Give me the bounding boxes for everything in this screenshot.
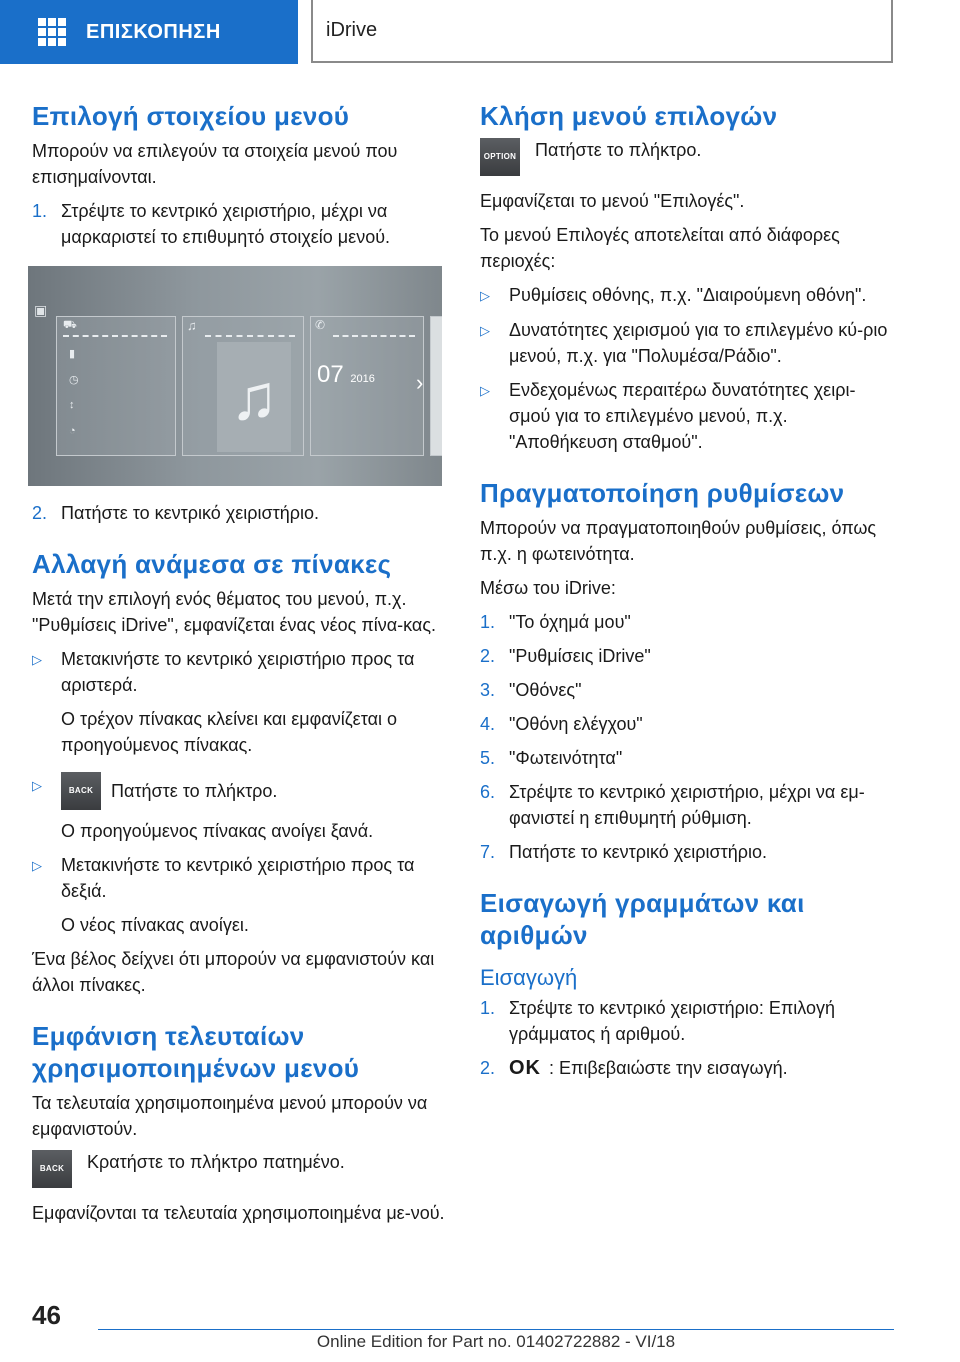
step: [480, 677, 894, 703]
right-column: [480, 100, 894, 1089]
key-instruction: [480, 138, 894, 176]
step-text: "Οθόνες": [509, 680, 582, 700]
bullet-item: [480, 282, 894, 309]
step: [480, 995, 894, 1047]
section-title: Επιλογή στοιχείου μενού: [32, 101, 350, 131]
step-number: 4.: [480, 714, 496, 734]
left-column: [32, 100, 446, 1234]
section-title: Πραγματοποίηση ρυθμίσεων: [480, 478, 845, 508]
triangle-bullet-icon: ▷: [480, 383, 490, 398]
bullet-text: Δυνατότητες χειρισμού για το επιλεγμένο κύ-ριο μενού, π.χ. για "Πολυμέσα/Ράδιο".: [509, 320, 888, 366]
paragraph: Μπορούν να πραγματοποιηθούν ρυθμίσεις, όπως π.χ. η φωτεινότητα.: [480, 518, 877, 564]
step-number: 2.: [480, 646, 496, 666]
paragraph: Εμφανίζεται το μενού "Επιλογές".: [480, 191, 745, 211]
triangle-bullet-icon: ▷: [480, 323, 490, 338]
step-number: 7.: [480, 842, 496, 862]
section-title: Εμφάνιση τελευταίων χρησιμοποιημένων μενού: [32, 1021, 360, 1083]
panel-title-placeholder: [333, 325, 415, 337]
menu-panel-vehicle: [56, 316, 176, 456]
triangle-bullet-icon: ▷: [32, 652, 42, 667]
topic-label: iDrive: [326, 19, 378, 41]
fuel-icon: ▮: [69, 348, 76, 360]
date-day: 07: [317, 361, 344, 388]
bullet-subtext: Ο νέος πίνακας ανοίγει.: [61, 915, 249, 935]
split-screen-icon: ▣: [34, 302, 48, 318]
section-title: Κλήση μενού επιλογών: [480, 101, 778, 131]
step-number: 5.: [480, 748, 496, 768]
step-text: "Το όχημά μου": [509, 612, 631, 632]
page-number: 46: [32, 1300, 61, 1330]
menu-panel-calendar: [310, 316, 424, 456]
step-number: 6.: [480, 782, 496, 802]
bullet-text: Πατήστε το πλήκτρο.: [111, 781, 278, 801]
paragraph: Τα τελευταία χρησιμοποιημένα μενού μπορούν να εμφανιστούν.: [32, 1093, 428, 1139]
calendar-date: [317, 361, 375, 389]
bullet-item: [32, 646, 446, 698]
step: [32, 198, 446, 250]
step-number: 3.: [480, 680, 496, 700]
menu-panel-next: [430, 316, 442, 456]
step-text: "Οθόνη ελέγχου": [509, 714, 643, 734]
triangle-bullet-icon: ▷: [480, 288, 490, 303]
step-text: "Ρυθμίσεις iDrive": [509, 646, 651, 666]
step-text: Στρέψτε το κεντρικό χειριστήριο: Επιλογή γράμματος ή αριθμού.: [509, 998, 836, 1044]
step-number: 1.: [480, 612, 496, 632]
clock-icon: ◔: [69, 425, 76, 437]
overview-grid-icon: [38, 18, 66, 46]
album-art-music-icon: ♫: [217, 342, 291, 452]
music-note-icon: ♫: [187, 318, 197, 333]
edition-note: Online Edition for Part no. 01402722882 - VI/18: [316, 1332, 676, 1351]
car-icon: ⛟: [63, 319, 77, 331]
step: [32, 500, 446, 526]
section-title: Αλλαγή ανάμεσα σε πίνακες: [32, 549, 392, 579]
idrive-screen-figure: [28, 266, 442, 486]
footer-divider: [98, 1329, 894, 1330]
date-year: 2016: [350, 373, 375, 385]
key-instruction: [32, 1150, 446, 1188]
step-text: "Φωτεινότητα": [509, 748, 623, 768]
range-icon: ↕: [69, 399, 75, 411]
step-number: 2.: [32, 503, 48, 523]
subsection-title: Εισαγωγή: [480, 965, 578, 990]
bullet-text: Μετακινήστε το κεντρικό χειριστήριο προς τα αριστερά.: [61, 649, 415, 695]
step-number: 2.: [480, 1058, 496, 1078]
bullet-item: [480, 317, 894, 369]
paragraph: Το μενού Επιλογές αποτελείται από διάφορες περιοχές:: [480, 225, 840, 271]
step-number: 1.: [32, 201, 48, 221]
triangle-bullet-icon: ▷: [32, 778, 42, 793]
panel-title-placeholder: [205, 325, 295, 337]
paragraph: Μπορούν να επιλεγούν τα στοιχεία μενού που επισημαίνονται.: [32, 141, 398, 187]
step: [480, 839, 894, 865]
option-key-icon: OPTION: [480, 138, 520, 176]
key-instruction-text: Πατήστε το πλήκτρο.: [535, 140, 702, 160]
bullet-subtext: Ο τρέχον πίνακας κλείνει και εμφανίζεται ο προηγούμενος πίνακας.: [61, 709, 397, 755]
step-text: Στρέψτε το κεντρικό χειριστήριο, μέχρι να εμ-φανιστεί η επιθυμητή ρύθμιση.: [509, 782, 865, 828]
key-instruction-text: Κρατήστε το πλήκτρο πατημένο.: [87, 1152, 345, 1172]
bullet-text: Ενδεχομένως περαιτέρω δυνατότητες χειρι-σμού για το επιλεγμένο μενού, π.χ. "Αποθήκευση σταθμού".: [509, 380, 856, 452]
bullet-item: [32, 772, 446, 810]
phone-icon: ✆: [315, 318, 326, 332]
chevron-right-icon: ›: [416, 370, 424, 395]
bullet-item: [32, 852, 446, 904]
step: [480, 609, 894, 635]
paragraph: Μέσω του iDrive:: [480, 578, 616, 598]
bullet-subtext: Ο προηγούμενος πίνακας ανοίγει ξανά.: [61, 821, 374, 841]
gauge-icon: ◷: [69, 374, 79, 386]
bullet-text: Ρυθμίσεις οθόνης, π.χ. "Διαιρούμενη οθόνη".: [509, 285, 867, 305]
paragraph: Μετά την επιλογή ενός θέματος του μενού, π.χ. "Ρυθμίσεις iDrive", εμφανίζεται ένας νέος πίνα-κας.: [32, 589, 437, 635]
back-key-icon: BACK: [61, 772, 101, 810]
step-text: Πατήστε το κεντρικό χειριστήριο.: [61, 503, 319, 523]
section-tab-label: ΕΠΙΣΚΟΠΗΣΗ: [86, 20, 221, 43]
panel-title-placeholder: [63, 325, 167, 337]
section-tab[interactable]: [0, 0, 298, 64]
step: [480, 711, 894, 737]
step: [480, 779, 894, 831]
section-title: Εισαγωγή γραμμάτων και αριθμών: [480, 888, 805, 950]
step-text: Πατήστε το κεντρικό χειριστήριο.: [509, 842, 767, 862]
step: [480, 1055, 894, 1081]
step-text: : Επιβεβαιώστε την εισαγωγή.: [549, 1058, 788, 1078]
ok-glyph: OK: [509, 1057, 541, 1079]
back-key-icon: BACK: [32, 1150, 72, 1188]
step: [480, 643, 894, 669]
bullet-text: Μετακινήστε το κεντρικό χειριστήριο προς τα δεξιά.: [61, 855, 415, 901]
paragraph: Ένα βέλος δείχνει ότι μπορούν να εμφανιστούν και άλλοι πίνακες.: [32, 949, 435, 995]
step: [480, 745, 894, 771]
triangle-bullet-icon: ▷: [32, 858, 42, 873]
paragraph: Εμφανίζονται τα τελευταία χρησιμοποιημένα με-νού.: [32, 1203, 445, 1223]
step-number: 1.: [480, 998, 496, 1018]
bullet-item: [480, 377, 894, 455]
topic-header: [311, 0, 893, 63]
step-text: Στρέψτε το κεντρικό χειριστήριο, μέχρι να μαρκαριστεί το επιθυμητό στοιχείο μενού.: [61, 201, 391, 247]
